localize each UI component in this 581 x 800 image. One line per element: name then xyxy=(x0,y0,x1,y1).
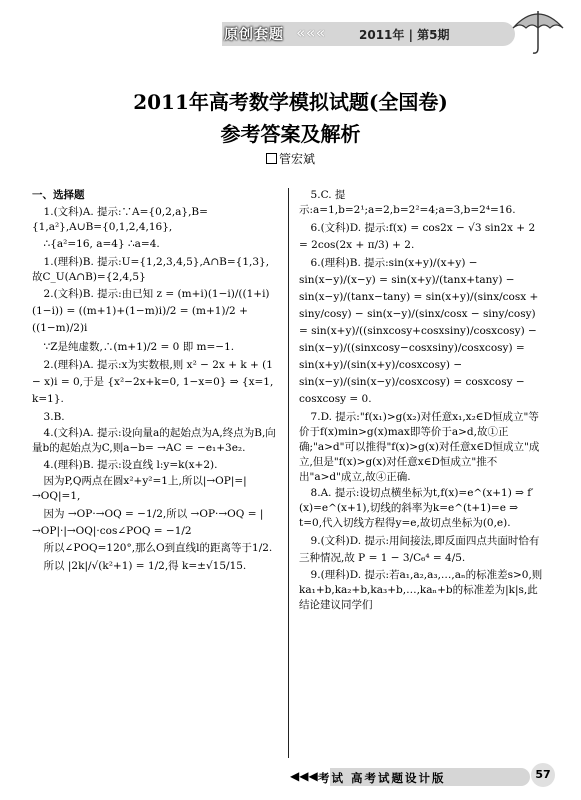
left-column xyxy=(32,188,276,576)
answer-paragraph: 1.(理科)B. 提示:U={1,2,3,4,5},A∩B={1,3},故C_U(A∩B)={2,4,5} xyxy=(32,255,270,283)
answer-paragraph: 所以∠POQ=120°,那么O到直线l的距离等于1/2. xyxy=(43,542,273,554)
author-line xyxy=(0,150,581,167)
answer-paragraph: 4.(文科)A. 提示:设向量a的起始点为A,终点为B,向量b的起始点为C,则a−b= →AC = −e₁+3e₂. xyxy=(32,427,276,454)
page-number: 57 xyxy=(531,763,555,787)
answer-paragraph: 2.(理科)A. 提示:x为实数根,则 x² − 2x + k + (1 − x)i = 0,于是 {x²−2x+k=0, 1−x=0} ⇒ {x=1, k=1}. xyxy=(32,359,274,405)
answer-paragraph: 4.(理科)B. 提示:设直线 l:y=k(x+2). xyxy=(43,458,218,471)
footer-text: 考试 高考试题设计版 xyxy=(318,771,446,785)
footer-arrows-icon: ◀◀◀ xyxy=(290,769,318,783)
answer-paragraph: ∵Z是纯虚数,∴(m+1)/2 = 0 即 m=−1. xyxy=(43,340,235,353)
answer-paragraph: 6.(文科)D. 提示:f(x) = cos2x − √3 sin2x + 2 = 2cos(2x + π/3) + 2. xyxy=(299,221,536,251)
answer-paragraph: 3.B. xyxy=(43,410,65,423)
column-divider xyxy=(288,188,289,758)
answer-paragraph: 因为P,Q两点在圆x²+y²=1上,所以|→OP|=|→OQ|=1, xyxy=(32,475,247,502)
author-box-icon xyxy=(266,153,277,164)
header-arrows-icon: ««« xyxy=(296,23,326,42)
right-column xyxy=(299,188,543,615)
answer-paragraph: 7.D. 提示:"f(x₁)>g(x₂)对任意x₁,x₂∈D恒成立"等价于f(x)min>g(x)max即等价于a>d,故①正确;"a>d"可以推得"f(x)>g(x)对任意x∈D恒成立"成立,但是"f(x)>g(x)对任意x∈D恒成立"推不出"a>d"成立,故④正确. xyxy=(299,410,540,483)
page-title: 2011年高考数学模拟试题(全国卷) xyxy=(133,90,448,114)
answer-paragraph: 一、选择题 xyxy=(32,189,85,201)
author-name: 管宏斌 xyxy=(278,152,315,166)
header-issue: 2011年 | 第5期 xyxy=(359,28,450,42)
header-section-label: 原创套题 xyxy=(224,27,284,43)
umbrella-icon xyxy=(509,6,567,56)
answer-paragraph: 2.(文科)B. 提示:由已知 z = (m+i)(1−i)/((1+i)(1−i)) = ((m+1)+(1−m)i)/2 = (m+1)/2 + ((1−m)/2)i xyxy=(32,288,270,334)
answer-paragraph: 8.A. 提示:设切点横坐标为t,f(x)=e^(x+1) ⇒ f′(x)=e^(x+1),切线的斜率为k=e^(t+1)=e ⇒ t=0,代入切线方程得y=e,故切点坐标为(0,e). xyxy=(299,487,534,529)
answer-paragraph: 1.(文科)A. 提示:∵A={0,2,a},B={1,a²},A∪B={0,1,2,4,16}, xyxy=(32,205,208,233)
answer-paragraph: 5.C. 提示:a=1,b=2¹;a=2,b=2²=4;a=3,b=2⁴=16. xyxy=(299,189,516,216)
answer-paragraph: ∴{a²=16, a=4} ∴a=4. xyxy=(43,238,160,250)
answer-paragraph: 6.(理科)B. 提示:sin(x+y)/(x+y) − sin(x−y)/(x−y) = sin(x+y)/(tanx+tany) − sin(x−y)/(tanx−tany) = sin(x+y)/(sinx/cosx + siny/cosy) − sin(x−y)/(sinx/cosx − siny/cosy) = sin(x+y)/((sinxcosy+cosxsiny)/cosxcosy) − sin(x−y)/((sinxcosy−cosxsiny)/cosxcosy) = sin(x+y)/(sin(x+y)/cosxcosy) − sin(x−y)/(sin(x−y)/cosxcosy) = cosxcosy − cosxcosy = 0. xyxy=(299,257,539,405)
answer-paragraph: 所以 |2k|/√(k²+1) = 1/2,得 k=±√15/15. xyxy=(43,559,247,572)
answer-paragraph: 因为 →OP·→OQ = −1/2,所以 →OP·→OQ = |→OP|·|→OQ|·cos∠POQ = −1/2 xyxy=(32,507,264,537)
page-subtitle: 参考答案及解析 xyxy=(220,122,361,146)
answer-paragraph: 9.(文科)D. 提示:用间接法,即反面四点共面时恰有三种情况,故 P = 1 − 3/C₆⁴ = 4/5. xyxy=(299,534,540,564)
answer-paragraph: 9.(理科)D. 提示:若a₁,a₂,a₃,…,aₙ的标准差s>0,则ka₁+b,ka₂+b,ka₃+b,…,kaₙ+b的标准差为|k|s,此结论建议同学们 xyxy=(299,569,543,611)
